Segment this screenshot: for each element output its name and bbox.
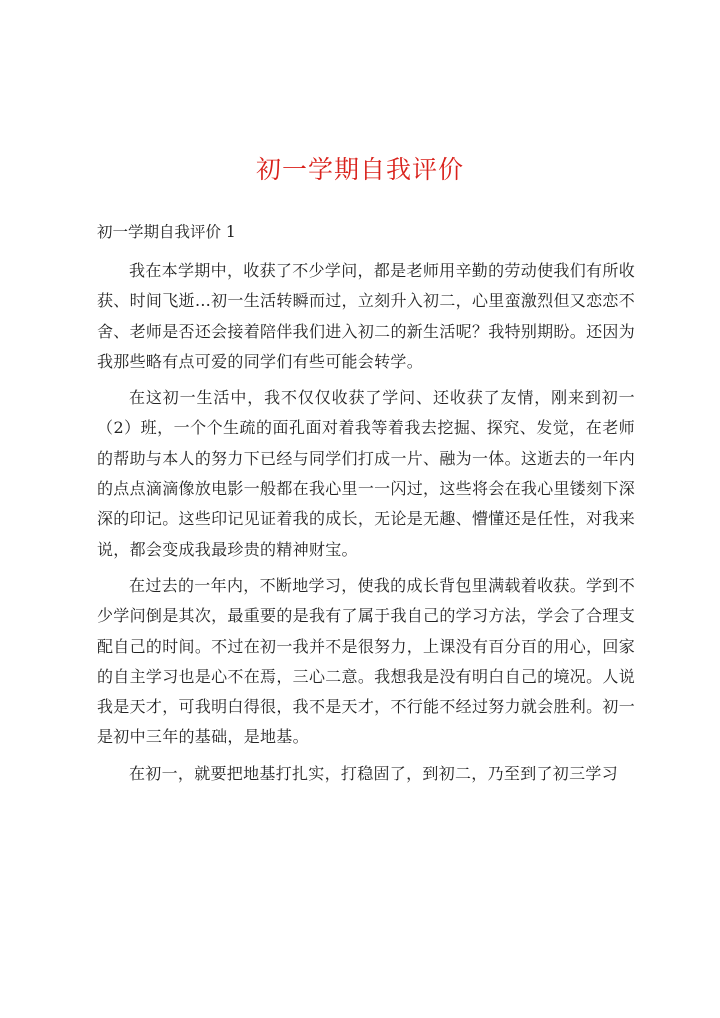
- body-text: [97, 256, 635, 795]
- paragraph-1: 我在本学期中，收获了不少学问，都是老师用辛勤的劳动使我们有所收获、时间飞逝…初一生活转瞬而过，立刻升入初二，心里蛮激烈但又恋恋不舍、老师是否还会接着陪伴我们进入初二的新生活呢？我特别期盼。还因为我那些略有点可爱的同学们有些可能会转学。: [97, 261, 635, 371]
- document-title: 初一学期自我评价: [255, 155, 464, 184]
- paragraph-2: 在这初一生活中，我不仅仅收获了学问、还收获了友情，刚来到初一（2）班，一个个生疏的面孔面对着我等着我去挖掘、探究、发觉，在老师的帮助与本人的努力下已经与同学们打成一片、融为一体。这逝去的一年内的点点滴滴像放电影一般都在我心里一一闪过，这些将会在我心里镂刻下深深的印记。这些印记见证着我的成长，无论是无趣、懵懂还是任性，对我来说，都会变成我最珍贵的精神财宝。: [97, 388, 635, 559]
- paragraph-3: 在过去的一年内，不断地学习，使我的成长背包里满载着收获。学到不少学问倒是其次，最重要的是我有了属于我自己的学习方法，学会了合理支配自己的时间。不过在初一我并不是很努力，上课没有百分百的用心，回家的自主学习也是心不在焉，三心二意。我想我是没有明白自己的境况。人说我是天才，可我明白得很，我不是天才，不行能不经过努力就会胜利。初一是初中三年的基础，是地基。: [97, 575, 635, 747]
- section-subheading: 初一学期自我评价 1: [97, 223, 236, 241]
- paragraph-4: 在初一，就要把地基打扎实，打稳固了，到初二，乃至到了初三学习: [129, 763, 619, 783]
